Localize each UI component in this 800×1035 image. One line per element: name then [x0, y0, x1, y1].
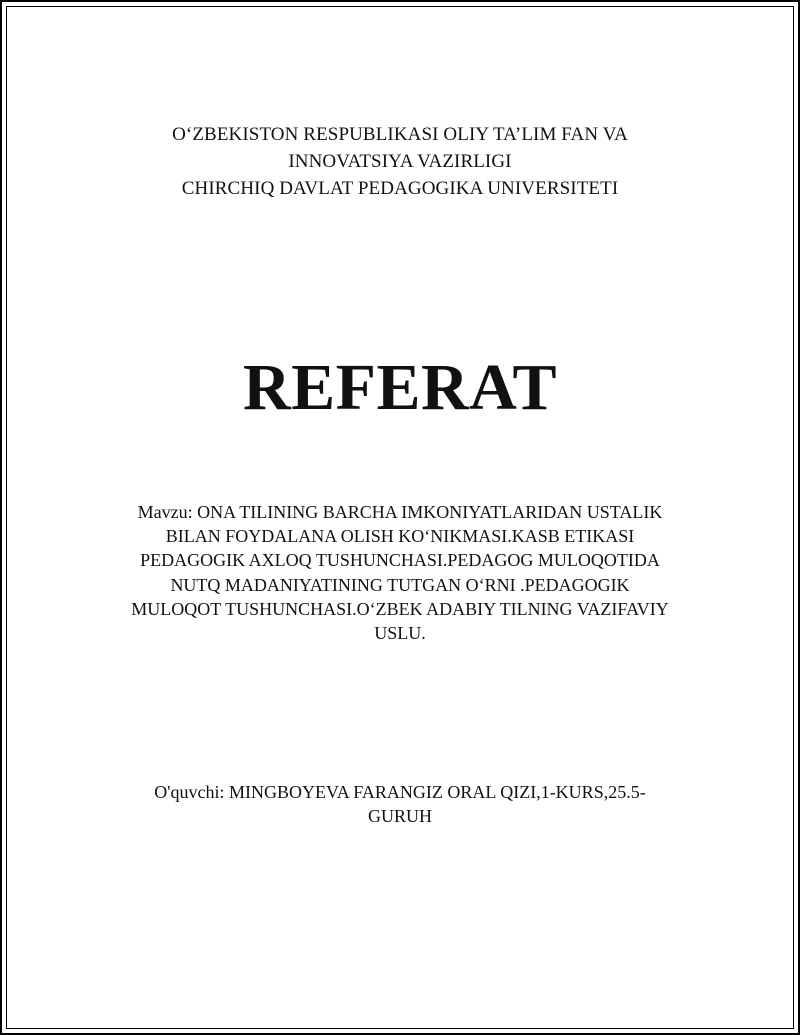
student-line-2: GURUH — [367, 806, 432, 827]
ministry-line-1: O‘ZBEKISTON RESPUBLIKASI OLIY TA’LIM FAN VA — [172, 124, 628, 145]
topic-line-5: MULOQOT TUSHUNCHASI.O‘ZBEK ADABIY TILNING VAZIFAVIY — [131, 598, 669, 619]
topic-line-6: USLU. — [374, 623, 426, 644]
student-line-1: O'quvchi: MINGBOYEVA FARANGIZ ORAL QIZI,1-KURS,25.5- — [154, 782, 646, 802]
university-line: CHIRCHIQ DAVLAT PEDAGOGIKA UNIVERSITETI — [181, 178, 619, 199]
document-title: REFERAT — [243, 351, 557, 424]
topic-block — [0, 500, 800, 645]
student-block — [0, 780, 800, 828]
topic-line-3: PEDAGOGIK AXLOQ TUSHUNCHASI.PEDAGOG MULOQOTIDA — [140, 550, 660, 571]
ministry-header — [0, 121, 800, 202]
topic-line-1: Mavzu: ONA TILINING BARCHA IMKONIYATLARIDAN USTALIK — [137, 502, 663, 522]
topic-line-4: NUTQ MADANIYATINING TUTGAN O‘RNI .PEDAGOGIK — [170, 574, 630, 595]
ministry-line-2: INNOVATSIYA VAZIRLIGI — [288, 151, 512, 172]
topic-line-2: BILAN FOYDALANA OLISH KO‘NIKMASI.KASB ETIKASI — [165, 526, 635, 547]
